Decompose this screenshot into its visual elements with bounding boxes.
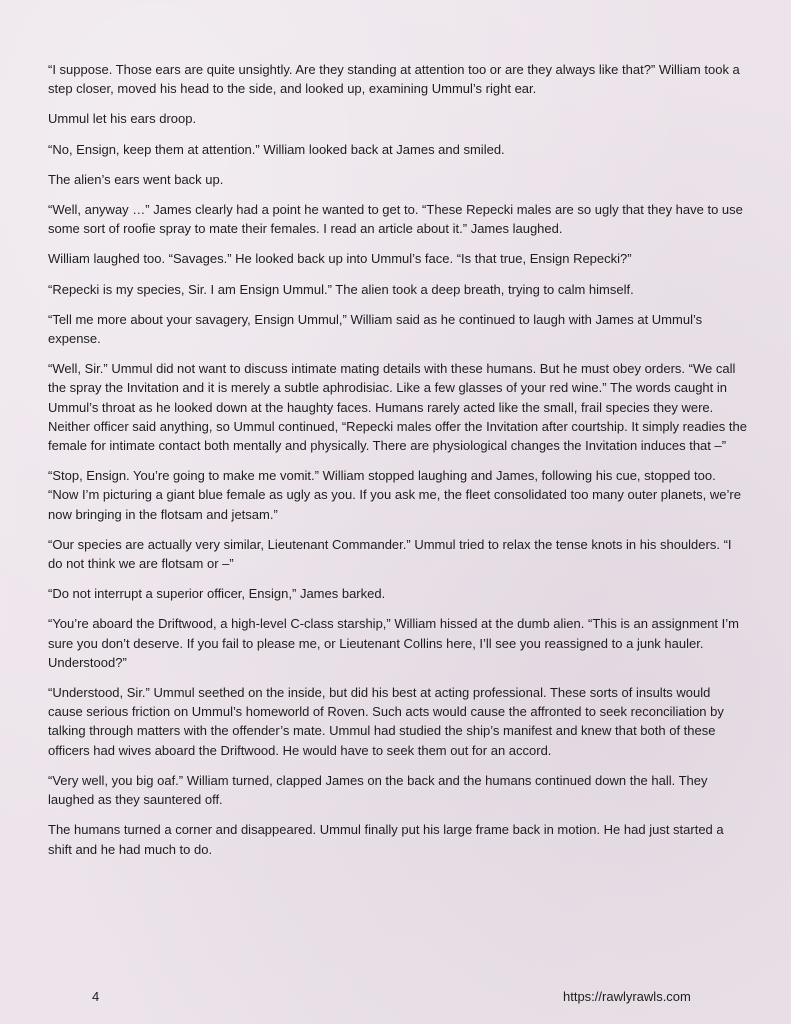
paragraph: “Very well, you big oaf.” William turned, clapped James on the back and the humans continued down the hall. They laughed as they sauntered off. bbox=[48, 772, 708, 808]
paragraph: “Tell me more about your savagery, Ensign Ummul,” William said as he continued to laugh with James at Ummul’s expense. bbox=[48, 311, 703, 347]
paragraph: “Do not interrupt a superior officer, Ensign,” James barked. bbox=[48, 586, 386, 602]
paragraph: “Understood, Sir.” Ummul seethed on the inside, but did his best at acting professional. These sorts of insults would cause serious friction on Ummul’s homeworld of Roven. Such acts would cause the affronted to seek reconciliation by talking through matters with the offender’s mate. Ummul had studied the ship’s manifest and knew that both of these officers had wives aboard the Driftwood. He would have to seek them out for an accord. bbox=[48, 685, 724, 758]
paragraph: “You’re aboard the Driftwood, a high-level C-class starship,” William hissed at the dumb alien. “This is an assignment I’m sure you don’t deserve. If you fail to please me, or Lieutenant Collins here, I’ll see you reassigned to a junk hauler. Understood?” bbox=[48, 616, 739, 670]
paragraph: “Well, Sir.” Ummul did not want to discuss intimate mating details with these humans. But he must obey orders. “We call the spray the Invitation and it is merely a subtle aphrodisiac. Like a few glasses of your red wine.” The words caught in Ummul’s throat as he looked down at the haughty faces. Humans rarely acted like the small, frail species they were. Neither officer said anything, so Ummul continued, “Repecki males offer the Invitation after courtship. It simply readies the female for intimate contact both mentally and physically. There are physiological changes the Invitation induces that –” bbox=[48, 361, 747, 454]
story-text bbox=[48, 60, 748, 870]
paragraph: “Our species are actually very similar, Lieutenant Commander.” Ummul tried to relax the tense knots in his shoulders. “I do not think we are flotsam or –” bbox=[48, 536, 732, 572]
paragraph: “Well, anyway …” James clearly had a point he wanted to get to. “These Repecki males are so ugly that they have to use some sort of roofie spray to mate their females. I read an article about it.” James laughed. bbox=[48, 202, 743, 237]
page-number: 4 bbox=[92, 989, 100, 1004]
paragraph: “Stop, Ensign. You’re going to make me vomit.” William stopped laughing and James, following his cue, stopped too. “Now I’m picturing a giant blue female as ugly as you. If you ask me, the fleet consolidated too many outer planets, we’re now bringing in the flotsam and jetsam.” bbox=[48, 468, 741, 522]
paragraph: “Repecki is my species, Sir. I am Ensign Ummul.” The alien took a deep breath, trying to calm himself. bbox=[48, 281, 634, 297]
paragraph: “I suppose. Those ears are quite unsightly. Are they standing at attention too or are they always like that?” William took a step closer, moved his head to the side, and looked up, examining Ummul’s right ear. bbox=[48, 62, 740, 97]
paragraph: William laughed too. “Savages.” He looked back up into Ummul’s face. “Is that true, Ensign Repecki?” bbox=[48, 251, 632, 267]
paragraph: The alien’s ears went back up. bbox=[48, 171, 224, 187]
paragraph: “No, Ensign, keep them at attention.” William looked back at James and smiled. bbox=[48, 141, 505, 157]
paragraph: Ummul let his ears droop. bbox=[48, 111, 197, 127]
page-footer bbox=[0, 989, 791, 1009]
paragraph: The humans turned a corner and disappeared. Ummul finally put his large frame back in motion. He had just started a shift and he had much to do. bbox=[48, 822, 724, 857]
website-url: https://rawlyrawls.com bbox=[563, 989, 691, 1004]
